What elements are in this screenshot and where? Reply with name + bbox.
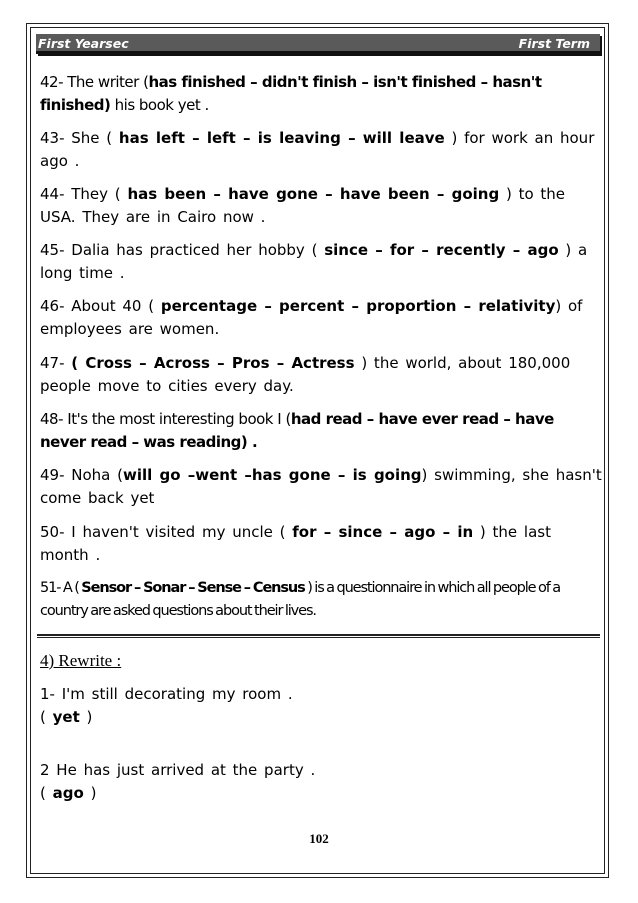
rewrite-item-2-cue-line — [40, 782, 602, 805]
rewrite-item-1 — [40, 683, 602, 729]
cue-open: ( — [40, 784, 53, 802]
question-47-stem: 47- — [40, 354, 72, 372]
question-43-options: has left – left – is leaving – will leave — [118, 129, 445, 147]
question-43-stem: 43- She ( — [40, 129, 119, 147]
question-49-tail: ) swimming, she hasn't come back yet — [40, 466, 602, 507]
cue-close: ) — [83, 784, 97, 802]
question-49-stem: 49- Noha ( — [40, 466, 123, 484]
question-45-tail: ) a long time . — [40, 241, 588, 282]
question-45 — [40, 239, 602, 285]
question-48-stem: 48- It's the most interesting book I ( — [40, 410, 291, 428]
question-48 — [40, 408, 602, 454]
question-46-tail: ) of employees are women. — [40, 297, 583, 338]
question-46-options: percentage – percent – proportion – relativity — [160, 297, 556, 315]
cue-open: ( — [40, 708, 53, 726]
header-right-label: First Term — [518, 36, 590, 51]
question-47-options: ( Cross – Across – Pros – Actress — [71, 354, 355, 372]
section-divider — [37, 634, 600, 638]
question-45-stem: 45- Dalia has practiced her hobby ( — [40, 241, 325, 259]
question-43 — [40, 127, 602, 173]
question-51 — [40, 577, 602, 623]
question-44-options: has been – have gone – have been – going — [127, 185, 500, 203]
question-43-tail: ) for work an hour ago . — [40, 129, 595, 170]
question-51-options: Sensor – Sonar – Sense – Census — [81, 580, 305, 596]
rewrite-item-2-cue: ago — [52, 784, 84, 802]
question-42-options: has finished – didn't finish – isn't finished – hasn't finished) — [40, 73, 542, 114]
cue-close: ) — [79, 708, 93, 726]
question-42 — [40, 71, 602, 117]
rewrite-item-1-cue: yet — [52, 708, 80, 726]
question-46-stem: 46- About 40 ( — [40, 297, 161, 315]
question-44-tail: ) to the USA. They are in Cairo now . — [40, 185, 566, 226]
question-51-tail: ) is a questionnaire in which all people of a country are asked questions about their lives. — [40, 580, 561, 619]
question-48-options: had read – have ever read – have never read – was reading) . — [40, 410, 554, 451]
page-number: 102 — [309, 831, 329, 846]
page-header — [36, 34, 600, 54]
question-50-stem: 50- I haven't visited my uncle ( — [40, 523, 293, 541]
rewrite-section-title: 4) Rewrite : — [40, 651, 122, 670]
question-47-tail: ) the world, about 180,000 people move to cities every day. — [40, 354, 571, 395]
question-42-tail: his book yet . — [110, 96, 209, 114]
header-left-label: First Yearsec — [38, 36, 129, 51]
question-46 — [40, 295, 602, 341]
question-47 — [40, 352, 602, 398]
rewrite-item-2-sentence: 2 He has just arrived at the party . — [40, 761, 316, 779]
question-50-tail: ) the last month . — [40, 523, 551, 564]
question-49-options: will go –went –has gone – is going — [122, 466, 422, 484]
rewrite-item-2 — [40, 759, 602, 805]
question-51-stem: 51- A ( — [40, 580, 82, 596]
question-50 — [40, 521, 602, 567]
question-45-options: since – for – recently – ago — [324, 241, 559, 259]
rewrite-item-1-sentence: 1- I'm still decorating my room . — [40, 685, 293, 703]
question-44-stem: 44- They ( — [40, 185, 128, 203]
question-44 — [40, 183, 602, 229]
question-50-options: for – since – ago – in — [292, 523, 474, 541]
rewrite-item-1-cue-line — [40, 706, 602, 729]
question-49 — [40, 464, 602, 510]
question-42-stem: 42- The writer ( — [40, 73, 149, 91]
